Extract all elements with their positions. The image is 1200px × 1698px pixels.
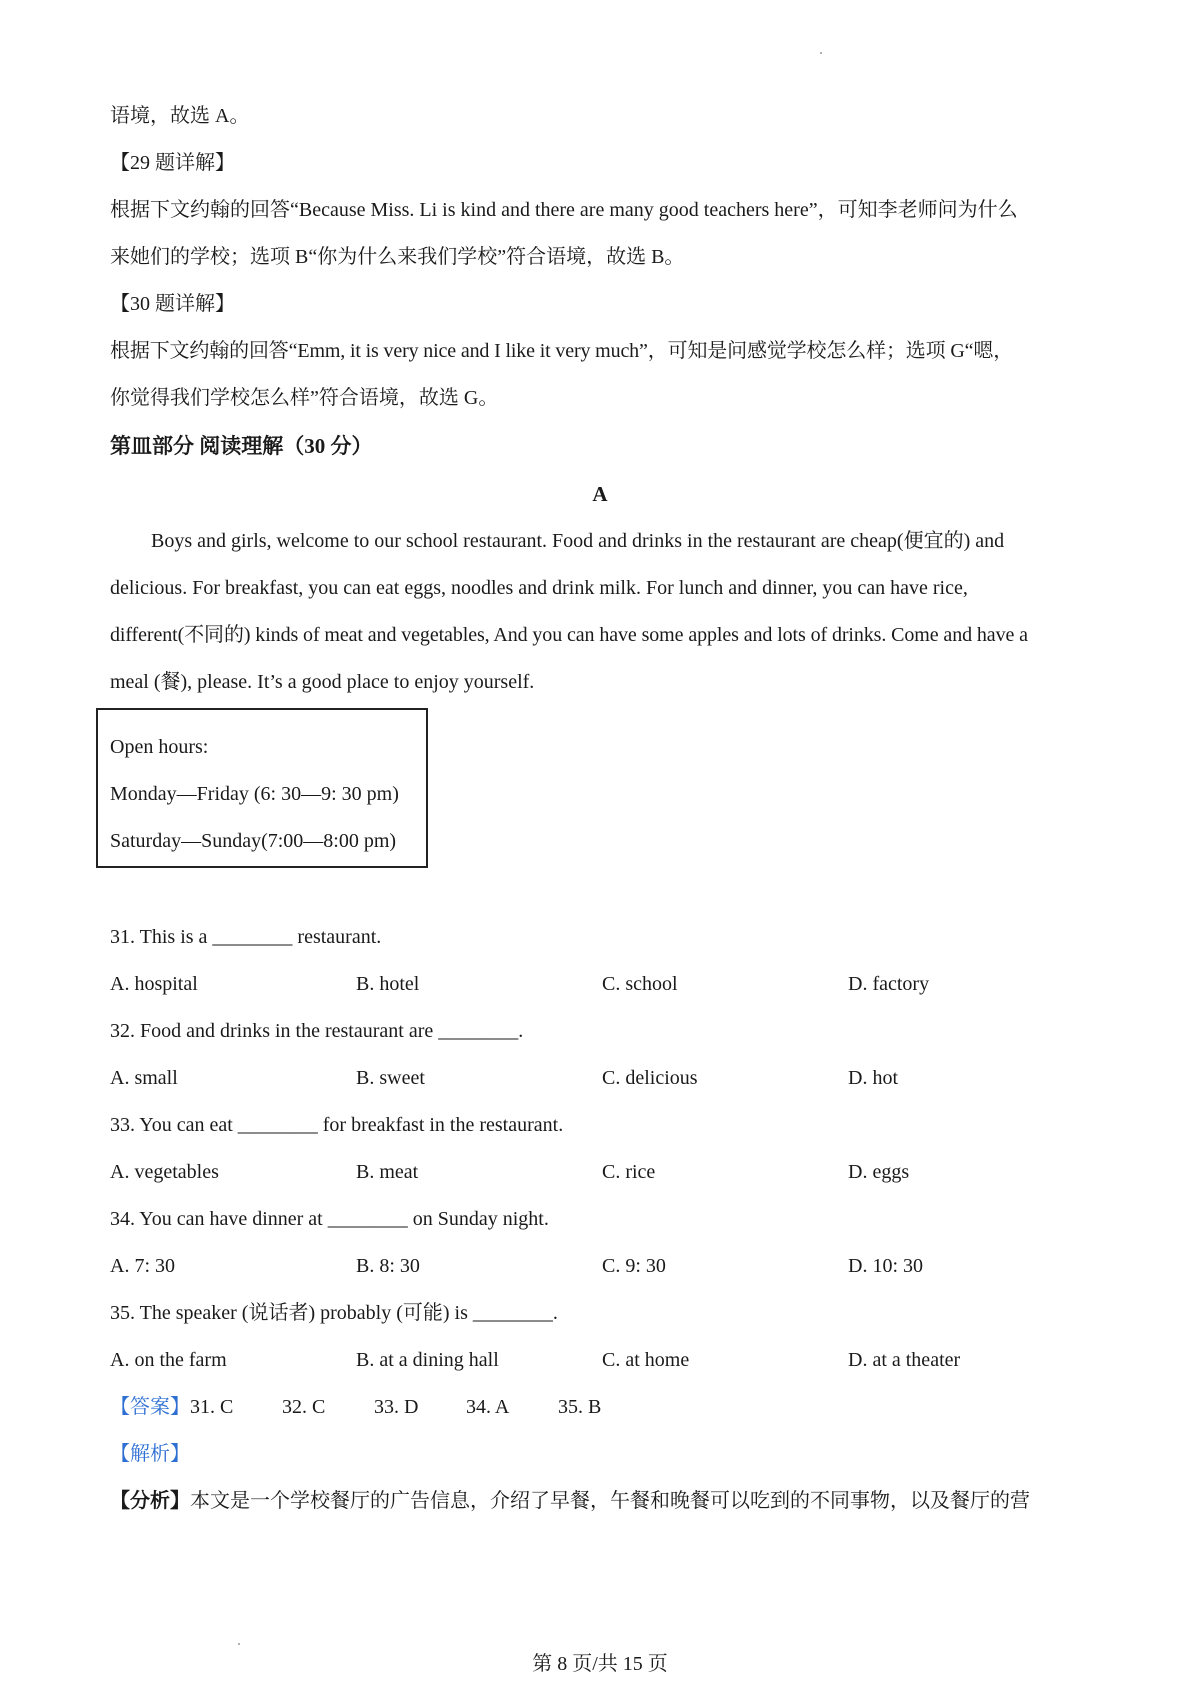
fenxi-line (110, 1487, 1030, 1515)
answer-line (110, 1393, 601, 1421)
option-a: A. vegetables (110, 1161, 219, 1183)
q30-explanation: 你觉得我们学校怎么样”符合语境，故选 G。 (110, 387, 499, 409)
passage-line: delicious. For breakfast, you can eat eggs, noodles and drink milk. For lunch and dinner, you can have rice, (110, 577, 968, 599)
option-c: C. rice (602, 1161, 656, 1183)
option-b: B. hotel (356, 973, 420, 995)
option-b: B. sweet (356, 1067, 425, 1089)
question-stem: 33. You can eat ________ for breakfast in the restaurant. (110, 1114, 564, 1136)
passage-label: A (592, 482, 608, 506)
answer-item: 33. D (374, 1396, 419, 1418)
passage-line: different(不同的) kinds of meat and vegetables, And you can have some apples and lots of drinks. Come and have a (110, 624, 1028, 646)
option-c: C. delicious (602, 1067, 698, 1089)
answer-item: 35. B (558, 1396, 602, 1418)
option-a: A. on the farm (110, 1349, 227, 1371)
open-hours-weekdays: Monday—Friday (6: 30—9: 30 pm) (110, 783, 399, 805)
q29-header: 【29 题详解】 (110, 152, 235, 174)
option-a: A. hospital (110, 973, 198, 995)
answer-item: 31. C (190, 1396, 234, 1418)
scan-speck (820, 52, 822, 54)
intro-line: 语境，故选 A。 (110, 105, 250, 127)
option-c: C. school (602, 973, 678, 995)
passage-line: Boys and girls, welcome to our school restaurant. Food and drinks in the restaurant are cheap(便宜的) and (151, 530, 1005, 552)
option-a: A. small (110, 1067, 178, 1089)
option-d: D. at a theater (848, 1349, 961, 1371)
option-c: C. at home (602, 1349, 690, 1371)
question-stem: 34. You can have dinner at ________ on Sunday night. (110, 1208, 549, 1230)
option-b: B. 8: 30 (356, 1255, 420, 1277)
option-d: D. eggs (848, 1161, 910, 1183)
q30-explanation: 根据下文约翰的回答“Emm, it is very nice and I like it very much”，可知是问感觉学校怎么样；选项 G“嗯， (110, 340, 1014, 362)
option-d: D. factory (848, 973, 930, 995)
open-hours-box (96, 708, 428, 868)
option-a: A. 7: 30 (110, 1255, 175, 1277)
analysis-label: 【解析】 (110, 1443, 190, 1465)
scan-speck (238, 1643, 240, 1645)
open-hours-title: Open hours: (110, 736, 209, 758)
q30-header: 【30 题详解】 (110, 293, 235, 315)
fenxi-label: 【分析】 (110, 1490, 190, 1512)
page-number: 第 8 页/共 15 页 (532, 1653, 668, 1675)
question-stem: 35. The speaker (说话者) probably (可能) is ________. (110, 1302, 558, 1324)
open-hours-weekend: Saturday—Sunday(7:00—8:00 pm) (110, 830, 397, 852)
fenxi-text: 本文是一个学校餐厅的广告信息，介绍了早餐，午餐和晚餐可以吃到的不同事物，以及餐厅的营 (190, 1490, 1030, 1512)
answer-item: 32. C (282, 1396, 326, 1418)
passage-line: meal (餐), please. It’s a good place to enjoy yourself. (110, 671, 535, 693)
q29-explanation: 根据下文约翰的回答“Because Miss. Li is kind and there are many good teachers here”，可知李老师问为什么 (110, 199, 1018, 221)
option-d: D. hot (848, 1067, 898, 1089)
option-b: B. at a dining hall (356, 1349, 499, 1371)
answer-label: 【答案】 (110, 1396, 190, 1418)
question-stem: 31. This is a ________ restaurant. (110, 926, 382, 948)
question-stem: 32. Food and drinks in the restaurant are ________. (110, 1020, 524, 1042)
option-d: D. 10: 30 (848, 1255, 923, 1277)
option-b: B. meat (356, 1161, 419, 1183)
answer-item: 34. A (466, 1396, 510, 1418)
option-c: C. 9: 30 (602, 1255, 666, 1277)
q29-explanation: 来她们的学校；选项 B“你为什么来我们学校”符合语境，故选 B。 (110, 246, 685, 268)
section-title: 第皿部分 阅读理解（30 分） (110, 434, 373, 458)
